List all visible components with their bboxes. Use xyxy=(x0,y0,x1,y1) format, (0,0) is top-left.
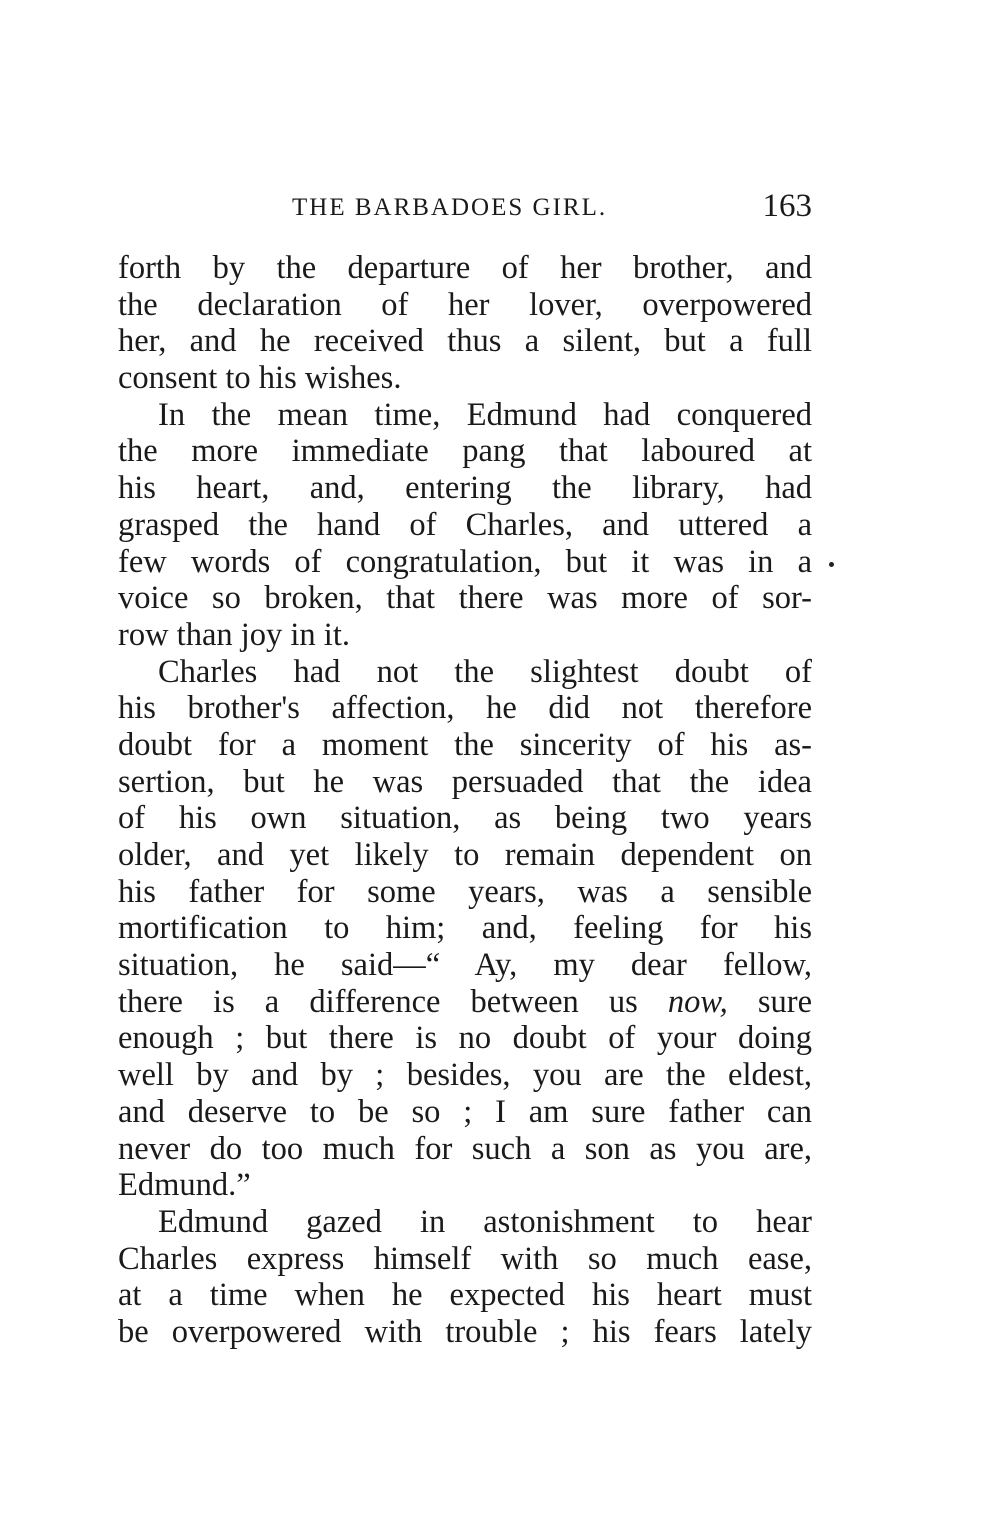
line-segment: there is a difference between us xyxy=(118,983,668,1020)
text-line: Charles had not the slightest doubt of xyxy=(158,653,812,690)
text-line: the declaration of her lover, overpowered xyxy=(118,286,812,323)
text-line: Charles express himself with so much ease, xyxy=(118,1240,812,1277)
text-line: at a time when he expected his heart must xyxy=(118,1277,812,1314)
text-line: few words of congratulation, but it was in a xyxy=(118,543,812,580)
text-line: voice so broken, that there was more of sor- xyxy=(118,580,812,617)
text-line: of his own situation, as being two years xyxy=(118,800,812,837)
line-segment: sure xyxy=(727,983,812,1020)
text-line: In the mean time, Edmund had conquered xyxy=(158,396,812,433)
text-line: his brother's affection, he did not therefore xyxy=(118,690,812,727)
text-line: row than joy in it. xyxy=(118,616,350,653)
text-line: never do too much for such a son as you are, xyxy=(118,1130,812,1167)
page-number: 163 xyxy=(762,188,812,224)
text-line: Edmund.” xyxy=(118,1167,251,1204)
emphasis-word: now, xyxy=(667,983,728,1020)
text-line: his heart, and, entering the library, had xyxy=(118,470,812,507)
text-line: his father for some years, was a sensible xyxy=(118,873,812,910)
text-line: situation, he said—“ Ay, my dear fellow, xyxy=(118,947,812,984)
text-line: Edmund gazed in astonishment to hear xyxy=(158,1203,812,1240)
text-line: grasped the hand of Charles, and uttered a xyxy=(118,506,812,543)
text-line: mortification to him; and, feeling for his xyxy=(118,910,812,947)
text-line: sertion, but he was persuaded that the idea xyxy=(118,763,812,800)
ink-speck xyxy=(829,562,834,567)
running-head xyxy=(118,188,812,228)
text-line: be overpowered with trouble ; his fears lately xyxy=(118,1313,812,1350)
text-line: well by and by ; besides, you are the eldest, xyxy=(118,1057,812,1094)
text-line: the more immediate pang that laboured at xyxy=(118,433,812,470)
text-line: forth by the departure of her brother, and xyxy=(118,250,812,286)
body-text xyxy=(118,250,812,1351)
text-line: older, and yet likely to remain dependent on xyxy=(118,837,812,873)
text-line: her, and he received thus a silent, but a full xyxy=(118,323,812,360)
text-line-with-emphasis xyxy=(118,984,812,1021)
text-line: and deserve to be so ; I am sure father can xyxy=(118,1093,812,1130)
text-line: doubt for a moment the sincerity of his as- xyxy=(118,726,812,763)
text-line: enough ; but there is no doubt of your doing xyxy=(118,1020,812,1057)
text-line: consent to his wishes. xyxy=(118,360,402,397)
running-title: THE BARBADOES GIRL. xyxy=(292,194,608,221)
